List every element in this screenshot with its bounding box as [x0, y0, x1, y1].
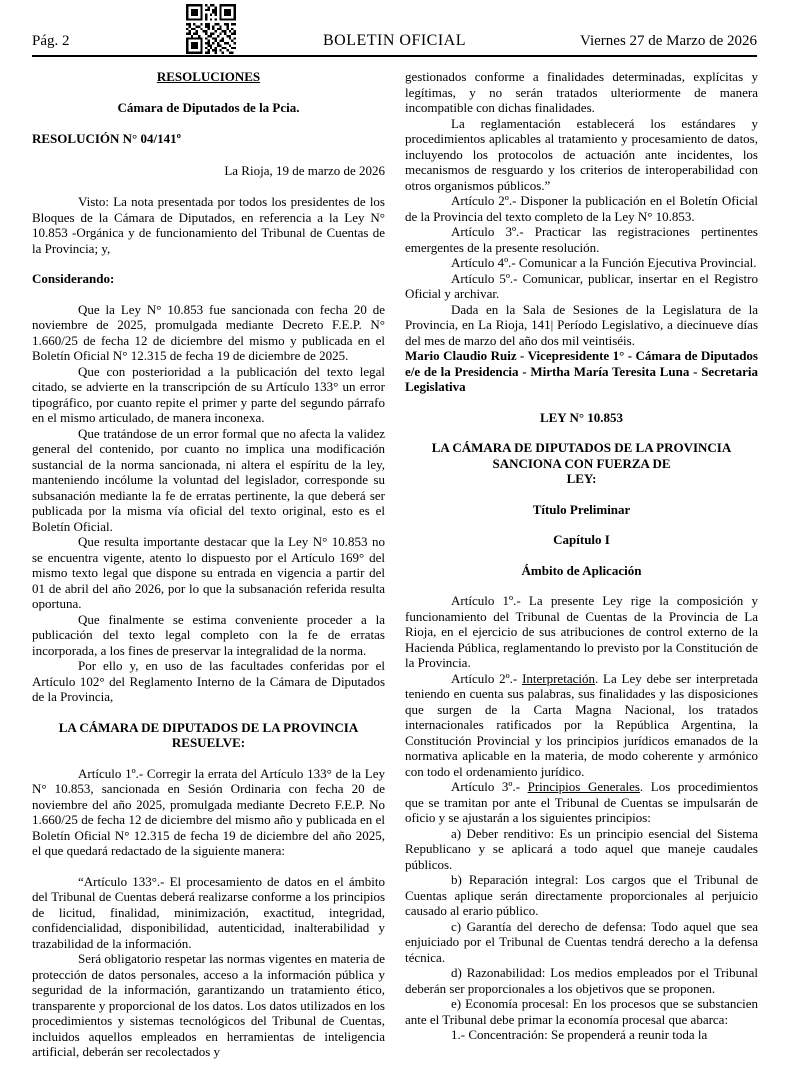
articulo-3-term: Principios Generales	[527, 779, 640, 794]
articulo-5-paragraph: Artículo 5º.- Comunicar, publicar, insertar en el Registro Oficial y archivar.	[405, 270, 758, 301]
resolution-number-heading: RESOLUCIÓN N° 04/141º	[32, 131, 181, 146]
issue-date-label: Viernes 27 de Marzo de 2026	[580, 33, 757, 49]
reglamentacion-paragraph: La reglamentación establecerá los estándares y procedimientos aplicables al tratamiento y procesamiento de datos, incluyendo los protocolos de actuación ante incidentes, los mecanismos de resguardo y los criterios de interoperabilidad con otros organismos públicos.”	[405, 115, 758, 193]
resuelve-heading-line: RESUELVE:	[171, 735, 246, 750]
page-number-label: Pág. 2	[32, 33, 70, 49]
articulo-2-rest: . La Ley debe ser interpretada teniendo en cuenta sus palabras, sus finalidades y las disposiciones que surgen de la Carta Magna Nacional, los tratados internacionales ratificados por la República Argentina, la Constitución Provincial y los principios jurídicos emanados de la normativa aplicable en la materia, de modo coherente y armónico con todo el ordenamiento jurídico.	[405, 670, 758, 779]
ley-articulo-2-paragraph	[405, 671, 758, 780]
ley-articulo-1-paragraph: Artículo 1º.- La presente Ley rige la composición y funcionamiento del Tribunal de Cuentas de la Provincia de La Rioja, en el ejercicio de sus atribuciones de control externo de la Hacienda Pública, reglamentando lo previsto por la Constitución de la Provincia.	[405, 593, 758, 670]
ley-articulo-3-paragraph	[405, 779, 758, 826]
dateline: La Rioja, 19 de marzo de 2026	[224, 162, 385, 178]
firmas-paragraph: Mario Claudio Ruiz - Vicepresidente 1° - Cámara de Diputados e/e de la Presidencia - Mirtha María Teresita Luna - Secretaria Legislativa	[405, 348, 758, 394]
titulo-preliminar-heading: Título Preliminar	[532, 501, 631, 517]
articulo-4-paragraph: Artículo 4º.- Comunicar a la Función Ejecutiva Provincial.	[451, 255, 757, 270]
articulo-2-prefix: Artículo 2º.-	[451, 670, 523, 686]
principio-item-a: a) Deber renditivo: Es un principio esencial del Sistema Republicano y se aplicará a todo aquel que maneje caudales públicos.	[405, 825, 758, 872]
page-content	[32, 69, 757, 1060]
principio-item-1: 1.- Concentración: Se propenderá a reunir toda la	[451, 1027, 708, 1042]
section-heading	[32, 69, 385, 85]
articulo-1-paragraph: Artículo 1º.- Corregir la errata del Artículo 133° de la Ley N° 10.853, sancionada en Sesión Ordinaria con fecha 20 de noviembre del año 2025, promulgada mediante Decreto F.E.P. No 1.660/25 de fecha 12 de diciembre del mismo año y publicada en el Boletín Oficial N° 12.315 de fecha 19 de diciembre del año 2025, el que quedará redactado de la siguiente manera:	[32, 765, 385, 858]
principio-item-e: e) Economía procesal: En los procesos que se substancien ante el Tribunal debe primar la economía procesal que abarca:	[405, 996, 758, 1027]
ley-heading: LEY N° 10.853	[539, 409, 624, 425]
considerando-paragraph: Que la Ley N° 10.853 fue sancionada con fecha 20 de noviembre de 2025, promulgada mediante Decreto F.E.P. N° 1.660/25 de fecha 12 de diciembre del mismo y publicada en el Boletín Oficial N° 12.315 de fecha 19 de diciembre de 2025.	[32, 301, 385, 363]
articulo-3-rest: . Los procedimientos que se tramitan por ante el Tribunal de Cuentas se impulsarán de oficio y se ajustarán a los siguientes principios:	[405, 779, 758, 825]
continuation-paragraph: gestionados conforme a finalidades determinadas, explícitas y legítimas, y no serán tratados ulteriormente de manera incompatible con dichas finalidades.	[405, 69, 758, 115]
masthead	[32, 0, 757, 57]
considerando-paragraph: Que finalmente se estima conveniente proceder a la publicación del texto legal completo con la fe de erratas incorporada, a los fines de preservar la integralidad de la norma.	[32, 611, 385, 658]
considerando-paragraph: Que resulta importante destacar que la Ley N° 10.853 no se encuentra vigente, atento lo dispuesto por el Artículo 169° del mismo texto legal que dispone su entrada en vigencia a partir del 01 de abril del año 2026, por lo que la subsanación referida resulta oportuna.	[32, 534, 385, 611]
quote-133-paragraph-1: “Artículo 133°.- El procesamiento de datos en el ámbito del Tribunal de Cuentas deberá realizarse conforme a los principios de licitud, finalidad, minimización, exactitud, integridad, confidencialidad, disponibilidad, autenticidad, inalterabilidad y trazabilidad de la información.	[32, 873, 385, 951]
left-column	[32, 69, 385, 1060]
considerando-label: Considerando:	[32, 271, 115, 286]
principio-item-b: b) Reparación integral: Los cargos que el Tribunal de Cuentas aplique serán directamente proporcionales al perjuicio causado al erario público.	[405, 872, 758, 918]
articulo-3-paragraph: Artículo 3º.- Practicar las registraciones pertinentes emergentes de la presente resolución.	[405, 224, 758, 255]
ambito-heading: Ámbito de Aplicación	[521, 562, 642, 578]
visto-paragraph: Visto: La nota presentada por todos los presidentes de los Bloques de la Cámara de Diputados, en referencia a la Ley N° 10.853 -Orgánica y de funcionamiento del Tribunal de Cuentas de la Provincia; y,	[32, 194, 385, 256]
right-column	[405, 69, 758, 1060]
considerando-paragraph: Que con posterioridad a la publicación del texto legal citado, se advierte en la transcripción de su Artículo 133° un error tipográfico, por cuanto repite el primer y parte del segundo párrafo en el mismo articulado, de manera inconexa.	[32, 363, 385, 425]
resuelve-heading	[32, 720, 385, 751]
section-heading-text: RESOLUCIONES	[156, 69, 261, 84]
articulo-2-term: Interpretación	[522, 670, 595, 686]
articulo-2-paragraph: Artículo 2º.- Disponer la publicación en el Boletín Oficial de la Provincia del texto completo de la Ley N° 10.853.	[405, 193, 758, 224]
considerando-paragraph: Que tratándose de un error formal que no afecta la validez general del contenido, por cuanto no implica una modificación sustancial de la norma sancionada, ni altera el espíritu de la ley, manteniendo incólume la voluntad del legislador, corresponde su subsanación mediante la fe de erratas pertinente, la que deberá ser publicada por la misma vía oficial del texto original, esto es el Boletín Oficial.	[32, 425, 385, 534]
dada-paragraph: Dada en la Sala de Sesiones de la Legislatura de la Provincia, en La Rioja, 141| Período Legislativo, a diecinueve días del mes de marzo del año dos mil veintiséis.	[405, 301, 758, 348]
sanciona-heading-line: SANCIONA CON FUERZA DE	[492, 455, 671, 471]
articulo-3-prefix: Artículo 3º.-	[451, 779, 528, 794]
sanciona-heading-line: LA CÁMARA DE DIPUTADOS DE LA PROVINCIA	[431, 440, 732, 455]
por-ello-paragraph: Por ello y, en uso de las facultades conferidas por el Artículo 102° del Reglamento Interno de la Cámara de Diputados de la Provincia,	[32, 658, 385, 704]
resuelve-heading-line: LA CÁMARA DE DIPUTADOS DE LA PROVINCIA	[58, 719, 359, 735]
sanciona-heading-line: LEY:	[566, 471, 597, 486]
principio-item-c: c) Garantía del derecho de defensa: Todo aquel que sea enjuiciado por el Tribunal de Cuentas tendrá derecho a la defensa técnica.	[405, 918, 758, 965]
quote-133-paragraph-2: Será obligatorio respetar las normas vigentes en materia de protección de datos personales, acceso a la información pública y seguridad de la información, garantizando un tratamiento ético, transparente y proporcional de los datos. Los datos utilizados en los procedimientos y sistemas tecnológicos del Tribunal de Cuentas, incluidos aquellos empleados en herramientas de inteligencia artificial, deberán ser recolectados y	[32, 951, 385, 1059]
gazette-title: BOLETIN OFICIAL	[322, 32, 467, 49]
organ-heading: Cámara de Diputados de la Pcia.	[117, 99, 300, 115]
capitulo-heading: Capítulo I	[553, 532, 610, 547]
sanciona-heading	[405, 440, 758, 487]
principio-item-d: d) Razonabilidad: Los medios empleados por el Tribunal deberán ser proporcionales a los objetivos que se proponen.	[405, 965, 758, 996]
